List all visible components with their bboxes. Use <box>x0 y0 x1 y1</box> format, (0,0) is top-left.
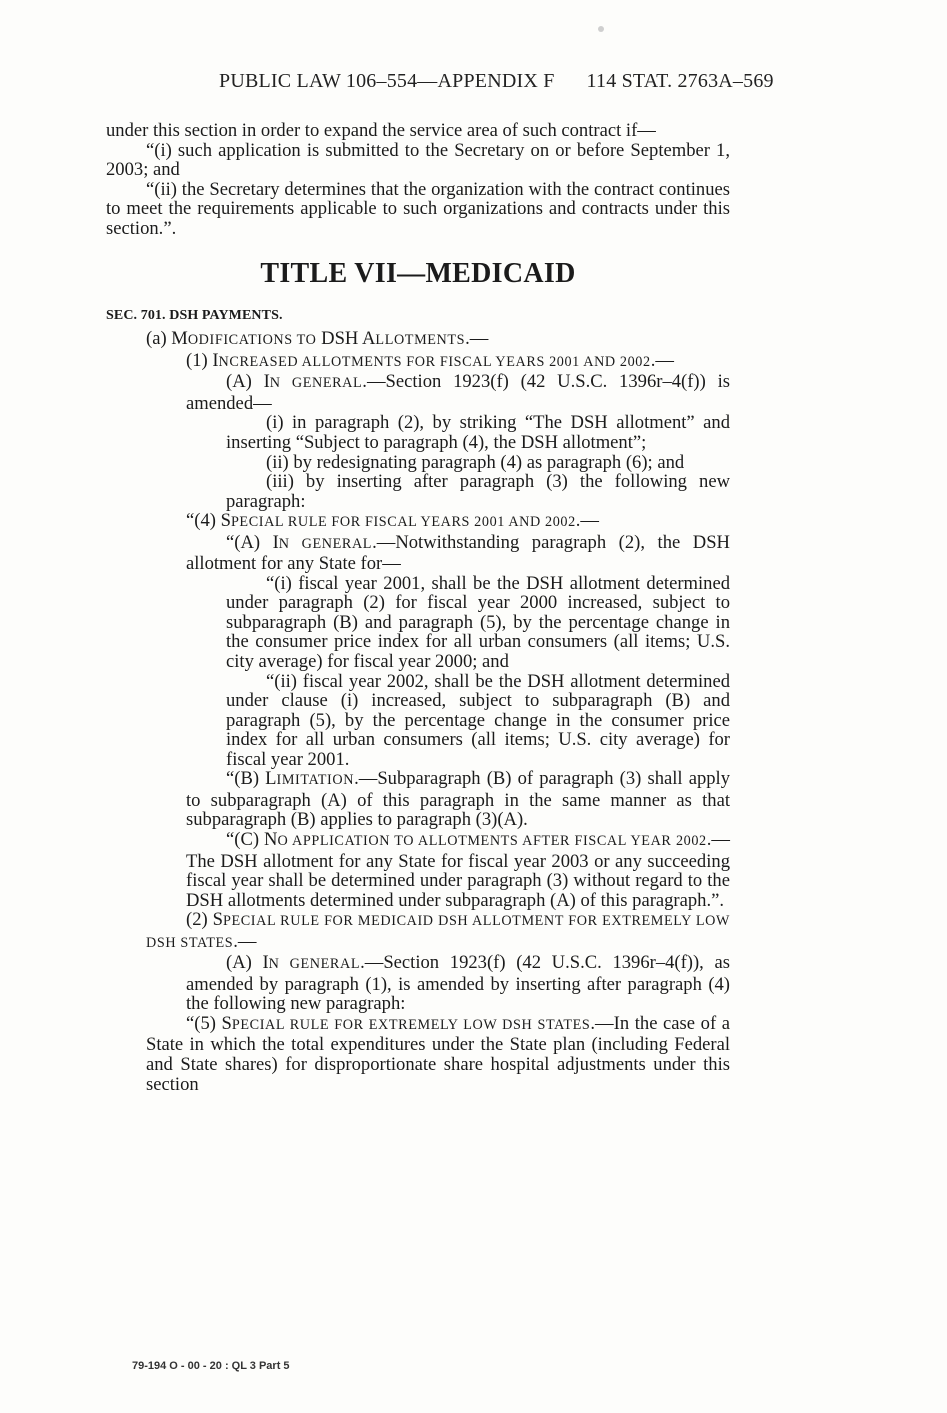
title-heading: TITLE VII—MEDICAID <box>260 258 576 290</box>
subparagraph-A1-smallcaps: N GENERAL <box>269 375 363 392</box>
paragraph-2-heading <box>106 910 730 953</box>
quoted-paragraph-4-smallcaps: PECIAL RULE FOR FISCAL YEARS 2001 AND 2002 <box>230 514 576 531</box>
paragraph-2-smallcaps: PECIAL RULE FOR MEDICAID DSH ALLOTMENT FOR EXTREMELY LOW DSH STATES <box>146 913 730 951</box>
quoted-clause-i-fy2001: “(i) fiscal year 2001, shall be the DSH allotment determined under paragraph (2) for fiscal year 2000 increased, subject to subparagraph (B) and paragraph (5), by the percentage change in the consumer price index for all urban consumers (all items; U.S. city average) for fiscal year 2000; and <box>226 572 730 673</box>
quoted-paragraph-5-text: .—In the case of a State in which the total expenditures under the State plan (including Federal and State shares) for disproportionate share hospital adjustments under this section <box>146 1012 730 1095</box>
scan-speck <box>598 26 604 32</box>
quoted-paragraph-4-end: .— <box>575 510 600 532</box>
quoted-subparagraph-C-smallcaps: O APPLICATION TO ALLOTMENTS AFTER FISCAL YEAR 2002 <box>277 832 707 849</box>
quoted-paragraph-5-prefix: “(5) S <box>186 1012 232 1034</box>
subsection-a-smallcaps: ODIFICATIONS TO <box>187 332 317 349</box>
quoted-subparagraph-B-text: .—Subparagraph (B) of paragraph (3) shall apply to subparagraph (A) of this paragraph in the same manner as that subparagraph (B) applies to paragraph (3)(A). <box>186 768 730 831</box>
quoted-paragraph-4-heading <box>106 511 730 533</box>
quoted-paragraph-5 <box>106 1014 730 1094</box>
subsection-a-smallcaps-2: LLOTMENTS <box>375 332 466 349</box>
clause-ii-determination: “(ii) the Secretary determines that the organization with the contract continues to meet the requirements applicable to such organizations and contracts under this section.”. <box>106 178 730 239</box>
quoted-paragraph-5-smallcaps: PECIAL RULE FOR EXTREMELY LOW DSH STATES <box>231 1016 591 1033</box>
paragraph-1-end: .— <box>650 349 674 371</box>
quoted-subparagraph-B-smallcaps: IMITATION <box>276 772 355 789</box>
quoted-subparagraph-A-smallcaps: N GENERAL <box>278 535 373 552</box>
header-title: PUBLIC LAW 106–554—APPENDIX F <box>219 70 555 92</box>
subparagraph-A2-smallcaps: N GENERAL <box>268 956 361 973</box>
paragraph-1-heading <box>106 351 730 373</box>
quoted-subparagraph-C-prefix: “(C) N <box>226 828 278 850</box>
quoted-subparagraph-A <box>106 533 730 574</box>
section-heading: SEC. 701. DSH PAYMENTS. <box>106 308 283 324</box>
clause-ii-redesignating: (ii) by redesignating paragraph (4) as paragraph (6); and <box>266 451 685 473</box>
clause-iii-inserting: (iii) by inserting after paragraph (3) the following new paragraph: <box>226 471 730 512</box>
quoted-subparagraph-C-text: .—The DSH allotment for any State for fiscal year 2003 or any succeeding fiscal year shall be determined under paragraph (3) without regard to the DSH allotments determined under subparagraph (A) of this paragraph.”. <box>186 828 730 911</box>
quoted-subparagraph-A-prefix: “(A) I <box>226 531 279 553</box>
subsection-a-end: .— <box>465 328 489 350</box>
quoted-subparagraph-A-text: .—Notwithstanding paragraph (2), the DSH allotment for any State for— <box>186 531 730 575</box>
subparagraph-A2 <box>106 953 730 1014</box>
quoted-paragraph-4-prefix: “(4) S <box>186 510 231 532</box>
quoted-clause-ii-fy2002: “(ii) fiscal year 2002, shall be the DSH allotment determined under clause (i) increased, subject to subparagraph (B) and paragraph (5), by the percentage change in the consumer price index for all urban consumers (all items; U.S. city average) for fiscal year 2001. <box>226 670 730 770</box>
continued-paragraph: under this section in order to expand the service area of such contract if— <box>106 120 656 141</box>
page-body <box>106 121 730 1094</box>
subsection-a-mid: DSH A <box>316 328 376 350</box>
subparagraph-A1 <box>106 372 730 413</box>
clause-i-application: “(i) such application is submitted to the Secretary on or before September 1, 2003; and <box>106 139 730 181</box>
subparagraph-A2-text: .—Section 1923(f) (42 U.S.C. 1396r–4(f)), as amended by paragraph (1), is amended by inserting after paragraph (4) the following new paragraph: <box>186 952 730 1015</box>
subsection-a-heading <box>106 329 730 351</box>
print-job-footer: 79-194 O - 00 - 20 : QL 3 Part 5 <box>132 1360 290 1372</box>
paragraph-1-smallcaps: NCREASED ALLOTMENTS FOR FISCAL YEARS 2001 AND 2002 <box>218 353 651 370</box>
subsection-a-prefix: (a) M <box>146 328 188 350</box>
header-stat-citation: 114 STAT. 2763A–569 <box>586 70 774 92</box>
quoted-subparagraph-B <box>106 769 730 830</box>
subparagraph-A1-text: .—Section 1923(f) (42 U.S.C. 1396r–4(f)) is amended— <box>186 371 730 414</box>
running-header <box>219 70 774 93</box>
paragraph-2-prefix: (2) S <box>186 909 223 931</box>
paragraph-2-end: .— <box>233 930 257 952</box>
clause-i-striking: (i) in paragraph (2), by striking “The DSH allotment” and inserting “Subject to paragraph (4), the DSH allotment”; <box>226 412 730 454</box>
quoted-subparagraph-C <box>106 830 730 910</box>
paragraph-1-prefix: (1) I <box>186 349 219 371</box>
quoted-subparagraph-B-prefix: “(B) L <box>226 768 277 790</box>
subparagraph-A2-prefix: (A) I <box>226 952 269 974</box>
subparagraph-A1-prefix: (A) I <box>226 371 270 393</box>
